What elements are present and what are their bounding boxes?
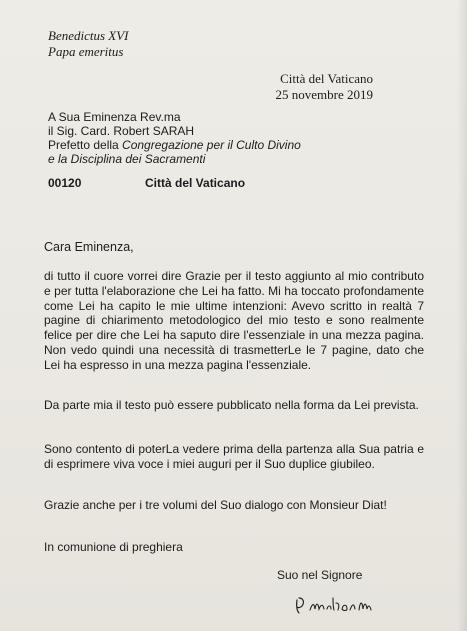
paragraph-prayer: In comunione di preghiera — [44, 540, 183, 554]
paragraph-thanks: di tutto il cuore vorrei dire Grazie per il testo aggiunto al mio contributo e per tutta l'elaborazione che Lei ha fatto. Mi ha toccato profondamente come Lei ha capito le mie ultime intenzioni: Avevo scritto in realtà 7 pagine di chiarimento metodologico del mio testo e sono realmente felice per dire che Lei ha saputo dire l'essenziale in una mezza pagina. Non vedo quindi una necessità di trasmetterLe le 7 pagine, dato che Lei ha espresso in una mezza pagina l'essenziale. — [44, 269, 424, 372]
addressee-block — [48, 110, 301, 166]
sender-block — [48, 28, 129, 60]
paragraph-meeting: Sono contento di poterLa vedere prima della partenza alla Sua patria e di esprimere viva voce i miei auguri per il Suo duplice giubileo. — [44, 442, 424, 471]
addressee-office-prefix: Prefetto della — [48, 138, 123, 152]
place: Città del Vaticano — [280, 71, 373, 86]
addressee-line-1: A Sua Eminenza Rev.ma — [48, 110, 181, 124]
date: 25 novembre 2019 — [275, 87, 373, 102]
postal-code: 00120 — [48, 176, 82, 190]
page-shadow — [457, 0, 467, 631]
paragraph-volumes: Grazie anche per i tre volumi del Suo dialogo con Monsieur Diat! — [44, 498, 387, 512]
place-date-block — [276, 71, 373, 103]
addressee-line-4: e la Disciplina dei Sacramenti — [48, 152, 206, 166]
closing-line: Suo nel Signore — [277, 568, 363, 582]
handwritten-signature-icon — [294, 594, 374, 616]
addressee-congregation: Congregazione per il Culto Divino — [122, 138, 301, 152]
postal-city: Città del Vaticano — [145, 176, 246, 190]
salutation: Cara Eminenza, — [44, 240, 134, 254]
addressee-line-2: il Sig. Card. Robert SARAH — [48, 124, 195, 138]
sender-title: Papa emeritus — [48, 44, 124, 59]
sender-name: Benedictus XVI — [48, 28, 129, 43]
paragraph-publication: Da parte mia il testo può essere pubblicato nella forma da Lei prevista. — [44, 398, 419, 412]
addressee-line-3 — [48, 138, 301, 152]
